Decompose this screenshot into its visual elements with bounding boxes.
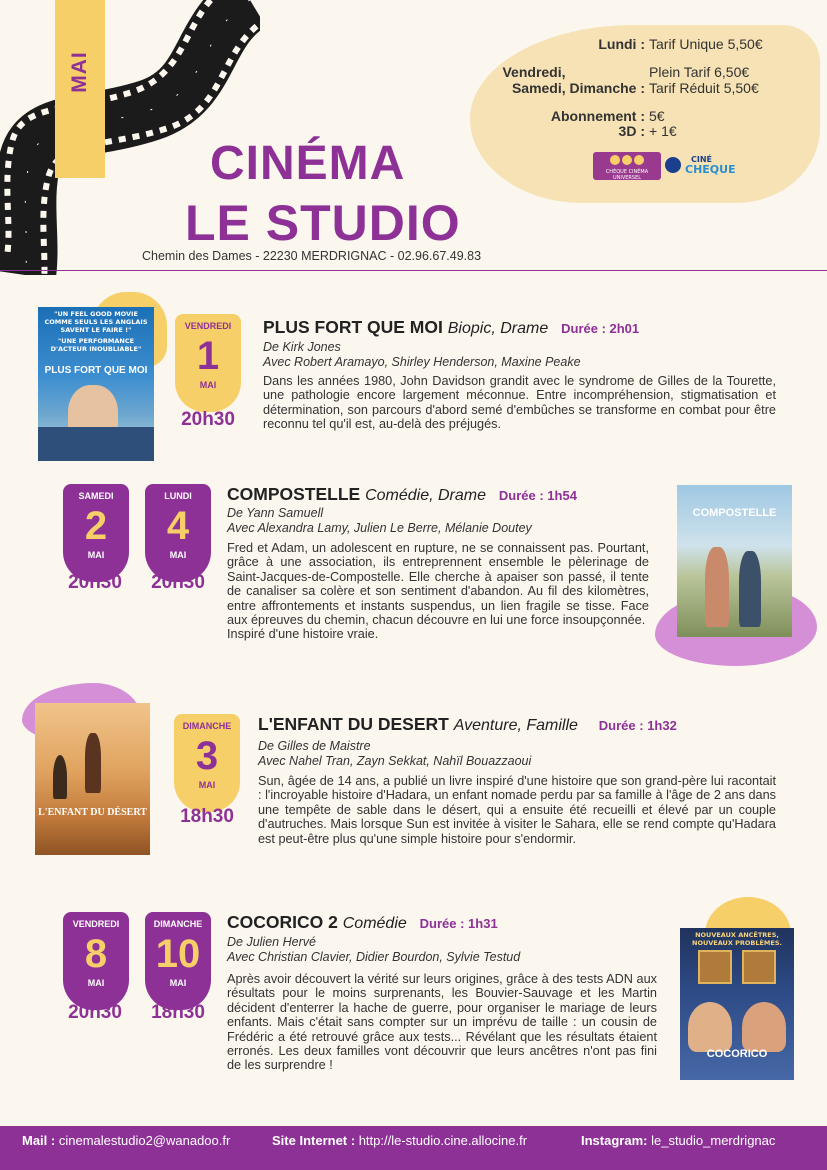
- poster-enfant-du-desert: L'ENFANT DU DÉSERT: [35, 703, 150, 855]
- film-credits: [258, 739, 778, 769]
- price-lundi-value: Tarif Unique 5,50€: [649, 36, 763, 52]
- poster-plus-fort-que-moi: "UN FEEL GOOD MOVIE COMME SEULS LES ANGLAIS SAVENT LE FAIRE !" "UNE PERFORMANCE D'ACTEUR INOUBLIABLE" PLUS FORT QUE MOI: [38, 307, 154, 461]
- film-cast: Avec Nahel Tran, Zayn Sekkat, Nahïl Bouazzaoui: [258, 754, 532, 768]
- footer: [0, 1126, 827, 1170]
- cinema-title-line1: CINÉMA: [210, 137, 406, 190]
- film-title: COMPOSTELLE: [227, 484, 361, 504]
- film-genre: Aventure, Famille: [453, 717, 578, 734]
- film-genre: Comédie: [342, 915, 407, 932]
- price-3d-label: 3D :: [618, 123, 645, 139]
- cinecheque-logo: CINÉ CHEQUE: [665, 155, 735, 177]
- date-badge: VENDREDI 1 MAI: [175, 314, 241, 412]
- film-synopsis: Sun, âgée de 14 ans, a publié un livre inspiré d'une histoire que son grand-père lui racontait : l'incroyable histoire d'Hadara, un enfant nomade perdu par sa famille à l'âge de 2 ans dans une tempête de sable dans le désert, qui a ensuite été recueilli et élevé par un couple d'autruches. Mais lorsque Sun est invitée à visiter le Sahara, elle se rend compte qu'Hadara est peut-être plus qu'une simple histoire pour s'endormir.: [258, 774, 776, 846]
- film-synopsis: Dans les années 1980, John Davidson grandit avec le syndrome de Gilles de la Tourette, une pathologie encore largement méconnue. Entre incompréhension, stigmatisation et détermination, son parcours d'abord semé d'embûches se transforme en combat pour être reconnu tel qu'il est, au-delà des préjugés.: [263, 374, 776, 432]
- price-weekend-value-1: Plein Tarif 6,50€: [649, 64, 750, 80]
- header-divider: [0, 270, 827, 271]
- film-genre: Comédie, Drame: [365, 487, 487, 504]
- ccu-logo: CHÈQUE CINÉMA UNIVERSEL: [593, 152, 661, 180]
- cinema-address: Chemin des Dames - 22230 MERDRIGNAC - 02.96.67.49.83: [142, 249, 482, 263]
- mail-link[interactable]: cinemalestudio2@wanadoo.fr: [58, 1133, 231, 1148]
- price-weekend-value-2: Tarif Réduit 5,50€: [649, 80, 759, 96]
- film-cast: Avec Christian Clavier, Didier Bourdon, Sylvie Testud: [227, 950, 521, 964]
- price-abonnement-value: 5€: [649, 108, 665, 124]
- showtime: 20h30: [68, 1002, 122, 1023]
- film-title-row: [258, 714, 677, 735]
- price-lundi-label: Lundi :: [598, 36, 645, 52]
- film-duration: Durée : 1h32: [598, 718, 677, 733]
- film-synopsis: Après avoir découvert la vérité sur leurs origines, grâce à des tests ADN aux résultats pour le moins surprenants, les Bouvier-Sauvage et les Martin décident d'enterrer la hache de guerre, pour organiser le mariage de leurs enfants. Mais c'était sans compter sur un imprévu de taille : un cousin de Frédéric a été retrouvé grâce aux tests... Révélant que les résultats étaient erronés. Les deux familles vont découvrir que leurs ancêtres n'ont pas fini de les surprendre !: [227, 972, 657, 1073]
- date-badge: DIMANCHE 3 MAI: [174, 714, 240, 812]
- film-title-row: [227, 484, 577, 505]
- film-director: De Gilles de Maistre: [258, 739, 371, 753]
- film-cast: Avec Alexandra Lamy, Julien Le Berre, Mélanie Doutey: [227, 521, 532, 535]
- date-badge: SAMEDI 2 MAI: [63, 484, 129, 582]
- price-3d-value: + 1€: [649, 123, 677, 139]
- film-director: De Kirk Jones: [263, 340, 341, 354]
- film-director: De Yann Samuell: [227, 506, 324, 520]
- film-genre: Biopic, Drame: [447, 320, 549, 337]
- film-title: PLUS FORT QUE MOI: [263, 317, 443, 337]
- film-title-row: [227, 912, 498, 933]
- film-credits: [263, 340, 783, 370]
- film-duration: Durée : 2h01: [561, 321, 640, 336]
- showtime: 18h30: [180, 806, 234, 827]
- showtime: 20h30: [181, 409, 235, 430]
- film-synopsis: Fred et Adam, un adolescent en rupture, ne se connaissent pas. Pourtant, grâce à une association, ils entreprennent ensemble le pèlerinage de Saint-Jacques-de-Compostelle. Elle cherche à apaiser son passé, il tente de canaliser sa colère et son sentiment d'abandon. Au fil des kilomètres, entre affrontements et instants suspendus, un lien fragile se tisse. Face aux épreuves du chemin, chacun découvre en lui une force insoupçonnée. Inspiré d'une histoire vraie.: [227, 541, 649, 642]
- footer-mail: Mail : cinemalestudio2@wanadoo.fr: [22, 1133, 231, 1148]
- price-weekend-label-2: Samedi, Dimanche :: [511, 80, 645, 96]
- film-cast: Avec Robert Aramayo, Shirley Henderson, Maxine Peake: [263, 355, 581, 369]
- price-weekend-label-1: Vendredi,: [502, 64, 566, 80]
- date-badge: VENDREDI 8 MAI: [63, 912, 129, 1010]
- film-title-row: [263, 317, 639, 338]
- showtime: 20h30: [151, 572, 205, 593]
- website-link[interactable]: http://le-studio.cine.allocine.fr: [358, 1133, 528, 1148]
- poster-compostelle: COMPOSTELLE: [677, 485, 792, 637]
- showtime: 18h30: [151, 1002, 205, 1023]
- month-tab: [55, 0, 105, 178]
- cinema-title-line2: LE STUDIO: [185, 195, 461, 251]
- footer-instagram: Instagram: le_studio_merdrignac: [581, 1133, 776, 1148]
- film-title: L'ENFANT DU DESERT: [258, 714, 449, 734]
- date-badge: LUNDI 4 MAI: [145, 484, 211, 582]
- film-duration: Durée : 1h54: [498, 488, 577, 503]
- film-credits: [227, 935, 667, 965]
- film-title: COCORICO 2: [227, 912, 338, 932]
- price-abonnement-label: Abonnement :: [550, 108, 645, 124]
- film-credits: [227, 506, 667, 536]
- film-duration: Durée : 1h31: [419, 916, 498, 931]
- footer-site: Site Internet : http://le-studio.cine.allocine.fr: [272, 1133, 528, 1148]
- month-label: MAI: [68, 51, 91, 93]
- date-badge: DIMANCHE 10 MAI: [145, 912, 211, 1010]
- showtime: 20h30: [68, 572, 122, 593]
- poster-cocorico-2: NOUVEAUX ANCÊTRES, NOUVEAUX PROBLÈMES. COCORICO: [680, 928, 794, 1080]
- instagram-link[interactable]: le_studio_merdrignac: [651, 1133, 776, 1148]
- film-director: De Julien Hervé: [227, 935, 316, 949]
